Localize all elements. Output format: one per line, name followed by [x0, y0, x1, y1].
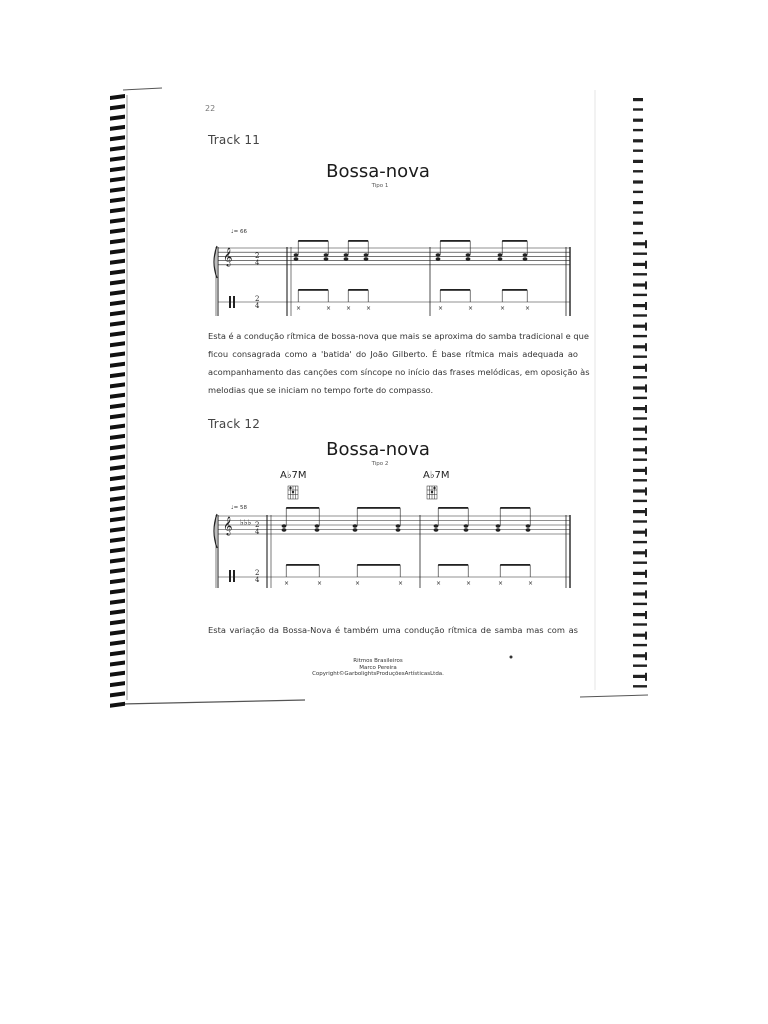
- binding-ring: [633, 510, 647, 513]
- binding-ring: [645, 673, 647, 681]
- footer-credits: [300, 658, 456, 678]
- note-beam: [438, 507, 468, 509]
- binding-ring: [645, 323, 647, 331]
- note-head: [436, 253, 441, 256]
- paragraph-line: ficou consagrada como a 'batida' do João Gilberto. É base rítmica mais adequada ao: [208, 349, 578, 359]
- binding-ring: [633, 531, 647, 534]
- perc-x: ×: [346, 305, 352, 312]
- binding-ring: [633, 345, 647, 348]
- binding-ring: [110, 444, 125, 450]
- binding-ring: [645, 467, 647, 475]
- binding-ring: [110, 527, 125, 533]
- binding-ring: [110, 413, 125, 419]
- note-beam: [348, 240, 368, 242]
- binding-ring: [110, 599, 125, 605]
- perc-x: ×: [436, 580, 442, 587]
- binding-ring: [110, 393, 125, 399]
- binding-ring: [110, 259, 125, 265]
- binding-ring: [645, 508, 647, 516]
- binding-ring: [110, 249, 125, 255]
- perc-beam: [440, 289, 470, 291]
- binding-ring: [633, 304, 647, 307]
- perc-beam: [438, 564, 468, 566]
- binding-ring: [110, 485, 125, 491]
- binding-ring: [645, 384, 647, 392]
- binding-ring: [110, 352, 125, 358]
- binding-ring: [110, 156, 125, 162]
- note-head: [324, 253, 329, 256]
- binding-ring: [633, 665, 647, 667]
- binding-ring: [633, 201, 643, 204]
- binding-ring: [645, 570, 647, 578]
- binding-ring: [110, 166, 125, 172]
- perc-x: ×: [498, 580, 504, 587]
- binding-ring: [633, 191, 643, 193]
- binding-ring: [633, 438, 647, 440]
- binding-ring: [633, 459, 647, 461]
- binding-ring: [633, 170, 643, 172]
- perc-x: ×: [468, 305, 474, 312]
- binding-ring: [110, 609, 125, 615]
- note-head: [364, 253, 369, 256]
- binding-ring: [645, 529, 647, 537]
- footer-line: Ritmos Brasileiros: [353, 658, 403, 664]
- perc-x: ×: [317, 580, 323, 587]
- svg-text:𝄞: 𝄞: [223, 516, 233, 535]
- binding-ring: [110, 465, 125, 471]
- binding-ring: [633, 180, 643, 183]
- binding-ring: [110, 640, 125, 646]
- binding-ring: [633, 417, 647, 419]
- notation-track-11: [214, 240, 570, 316]
- binding-ring: [633, 294, 647, 296]
- binding-ring: [633, 551, 647, 554]
- binding-ring: [633, 644, 647, 646]
- binding-ring: [633, 397, 647, 399]
- binding-ring: [633, 119, 643, 122]
- binding-ring: [110, 238, 125, 244]
- binding-ring: [633, 654, 647, 657]
- binding-ring: [633, 242, 647, 245]
- note-head: [436, 257, 441, 260]
- chord-diagram-2: [427, 486, 437, 499]
- note-head: [315, 528, 320, 531]
- note-head: [344, 253, 349, 256]
- binding-ring: [110, 588, 125, 594]
- footer-line: Marco Pereira: [359, 664, 397, 671]
- note-head: [396, 524, 401, 527]
- binding-ring: [633, 685, 647, 687]
- binding-ring: [110, 218, 125, 224]
- binding-ring: [110, 362, 125, 368]
- binding-ring: [633, 603, 647, 605]
- binding-ring: [110, 207, 125, 213]
- svg-text:𝄞: 𝄞: [223, 247, 233, 266]
- binding-ring: [633, 222, 643, 225]
- binding-ring: [645, 302, 647, 310]
- binding-ring: [110, 475, 125, 481]
- note-head: [353, 524, 358, 527]
- perc-x: ×: [525, 305, 531, 312]
- binding-ring: [110, 547, 125, 553]
- binding-ring: [633, 500, 647, 502]
- binding-ring: [110, 290, 125, 296]
- binding-ring: [110, 455, 125, 461]
- tempo-marking-1: ♩= 66: [231, 229, 247, 235]
- binding-ring: [633, 489, 647, 492]
- binding-ring: [645, 426, 647, 434]
- binding-ring: [110, 558, 125, 564]
- binding-ring: [633, 386, 647, 389]
- binding-ring: [633, 150, 643, 152]
- track-11-label: Track 11: [208, 133, 261, 147]
- binding-ring: [633, 98, 643, 101]
- binding-ring: [110, 197, 125, 203]
- note-head: [282, 528, 287, 531]
- binding-ring: [110, 630, 125, 636]
- note-head: [523, 257, 528, 260]
- chord-diagram-1: [288, 486, 298, 499]
- binding-ring: [633, 592, 647, 595]
- binding-ring: [645, 632, 647, 640]
- binding-ring: [645, 590, 647, 598]
- perc-x: ×: [326, 305, 332, 312]
- page-number: 22: [205, 104, 216, 113]
- binding-ring: [633, 562, 647, 564]
- note-head: [466, 253, 471, 256]
- binding-ring: [110, 681, 125, 687]
- binding-ring: [633, 572, 647, 575]
- note-head: [344, 257, 349, 260]
- note-beam: [357, 507, 400, 509]
- paragraph-line: melodias que se iniciam no tempo forte do compasso.: [208, 385, 434, 395]
- spiral-binding-right: [633, 98, 647, 688]
- perc-x: ×: [296, 305, 302, 312]
- binding-ring: [633, 139, 643, 142]
- binding-ring: [110, 372, 125, 378]
- perc-x: ×: [528, 580, 534, 587]
- binding-ring: [633, 273, 647, 275]
- binding-ring: [110, 146, 125, 152]
- svg-text:2: 2: [255, 252, 260, 260]
- note-head: [496, 528, 501, 531]
- note-head: [464, 528, 469, 531]
- perc-x: ×: [438, 305, 444, 312]
- note-head: [315, 524, 320, 527]
- binding-ring: [110, 568, 125, 574]
- binding-ring: [110, 94, 125, 100]
- note-head: [353, 528, 358, 531]
- binding-ring: [645, 343, 647, 351]
- binding-ring: [645, 652, 647, 660]
- binding-ring: [633, 448, 647, 451]
- binding-ring: [633, 613, 647, 616]
- paragraph-line: Esta variação da Bossa-Nova é também uma condução rítmica de samba mas com as: [208, 625, 578, 635]
- binding-ring: [110, 671, 125, 677]
- chord-name-1: A♭7M: [280, 470, 307, 481]
- binding-ring: [633, 314, 647, 316]
- binding-ring: [110, 331, 125, 337]
- binding-ring: [110, 382, 125, 388]
- binding-ring: [110, 228, 125, 234]
- binding-ring: [633, 366, 647, 369]
- note-head: [498, 257, 503, 260]
- note-head: [526, 528, 531, 531]
- binding-ring: [633, 428, 647, 431]
- note-head: [434, 528, 439, 531]
- note-head: [282, 524, 287, 527]
- note-beam: [286, 507, 319, 509]
- binding-ring: [110, 279, 125, 285]
- binding-ring: [633, 129, 643, 131]
- note-beam: [298, 240, 328, 242]
- section-title-1: Bossa-nova: [326, 161, 430, 182]
- perc-x: ×: [466, 580, 472, 587]
- note-head: [526, 524, 531, 527]
- binding-ring: [633, 211, 643, 213]
- binding-ring: [110, 578, 125, 584]
- binding-ring: [110, 661, 125, 667]
- perc-beam: [348, 289, 368, 291]
- binding-ring: [633, 376, 647, 378]
- binding-ring: [633, 479, 647, 481]
- binding-ring: [633, 263, 647, 266]
- binding-ring: [110, 176, 125, 182]
- note-head: [294, 253, 299, 256]
- perc-beam: [286, 564, 319, 566]
- binding-ring: [110, 135, 125, 141]
- perc-beam: [357, 564, 400, 566]
- ink-speck: [510, 656, 513, 659]
- perc-beam: [500, 564, 530, 566]
- note-head: [466, 257, 471, 260]
- binding-ring: [633, 675, 647, 678]
- binding-ring: [110, 619, 125, 625]
- binding-ring: [633, 325, 647, 328]
- perc-x: ×: [355, 580, 361, 587]
- section-title-2: Bossa-nova: [326, 439, 430, 460]
- binding-ring: [633, 407, 647, 410]
- binding-ring: [110, 537, 125, 543]
- binding-ring: [645, 240, 647, 248]
- binding-ring: [645, 446, 647, 454]
- paragraph-line: Esta é a condução rítmica de bossa-nova que mais se aproxima do samba tradicional e que: [208, 331, 590, 341]
- binding-ring: [645, 611, 647, 619]
- binding-ring: [110, 115, 125, 121]
- tempo-marking-2: ♩= 58: [231, 505, 247, 511]
- section-subtitle-1: Tipo 1: [371, 183, 389, 189]
- binding-ring: [110, 300, 125, 306]
- note-head: [324, 257, 329, 260]
- perc-x: ×: [366, 305, 372, 312]
- svg-text:4: 4: [255, 528, 260, 536]
- perc-beam: [298, 289, 328, 291]
- binding-ring: [633, 623, 647, 625]
- note-head: [523, 253, 528, 256]
- binding-ring: [633, 582, 647, 584]
- binding-ring: [110, 650, 125, 656]
- binding-ring: [633, 283, 647, 286]
- binding-ring: [110, 506, 125, 512]
- binding-ring: [110, 496, 125, 502]
- binding-ring: [110, 269, 125, 275]
- note-head: [496, 524, 501, 527]
- svg-text:2: 2: [255, 295, 260, 303]
- binding-ring: [110, 104, 125, 110]
- svg-text:4: 4: [255, 302, 260, 310]
- chord-name-2: A♭7M: [423, 470, 450, 481]
- note-beam: [500, 507, 530, 509]
- binding-ring: [110, 187, 125, 193]
- binding-ring: [110, 125, 125, 131]
- binding-ring: [633, 469, 647, 472]
- binding-ring: [110, 516, 125, 522]
- perc-beam: [502, 289, 527, 291]
- note-head: [464, 524, 469, 527]
- svg-text:4: 4: [255, 259, 260, 267]
- binding-ring: [633, 108, 643, 110]
- svg-text:4: 4: [255, 576, 260, 584]
- note-head: [294, 257, 299, 260]
- binding-ring: [645, 487, 647, 495]
- binding-ring: [110, 691, 125, 697]
- binding-ring: [633, 541, 647, 543]
- note-beam: [440, 240, 470, 242]
- note-head: [498, 253, 503, 256]
- binding-ring: [110, 321, 125, 327]
- perc-x: ×: [284, 580, 290, 587]
- note-head: [364, 257, 369, 260]
- perc-x: ×: [500, 305, 506, 312]
- binding-ring: [110, 702, 125, 708]
- note-head: [396, 528, 401, 531]
- spiral-binding-left: [110, 94, 125, 708]
- footer-line: Copyright©GarbolightsProduçõesArtísticasLtda.: [312, 671, 444, 677]
- paragraph-line: acompanhamento das canções com síncope no início das frases melódicas, em oposição às: [208, 367, 590, 377]
- binding-ring: [110, 341, 125, 347]
- binding-ring: [633, 160, 643, 163]
- svg-text:2: 2: [255, 569, 260, 577]
- binding-ring: [633, 335, 647, 337]
- section-subtitle-2: Tipo 2: [371, 461, 389, 467]
- perc-x: ×: [398, 580, 404, 587]
- track-12-label: Track 12: [208, 417, 261, 431]
- binding-ring: [633, 356, 647, 358]
- binding-ring: [633, 253, 647, 255]
- binding-ring: [633, 232, 643, 234]
- svg-text:2: 2: [255, 521, 260, 529]
- binding-ring: [645, 261, 647, 269]
- svg-text:♭♭♭: ♭♭♭: [240, 518, 252, 527]
- note-beam: [502, 240, 527, 242]
- binding-ring: [110, 403, 125, 409]
- note-head: [434, 524, 439, 527]
- binding-ring: [645, 549, 647, 557]
- notation-track-12: [214, 486, 570, 588]
- binding-ring: [110, 434, 125, 440]
- binding-ring: [633, 634, 647, 637]
- binding-ring: [645, 364, 647, 372]
- binding-ring: [645, 281, 647, 289]
- binding-ring: [645, 405, 647, 413]
- binding-ring: [633, 520, 647, 522]
- binding-ring: [110, 310, 125, 316]
- binding-ring: [110, 424, 125, 430]
